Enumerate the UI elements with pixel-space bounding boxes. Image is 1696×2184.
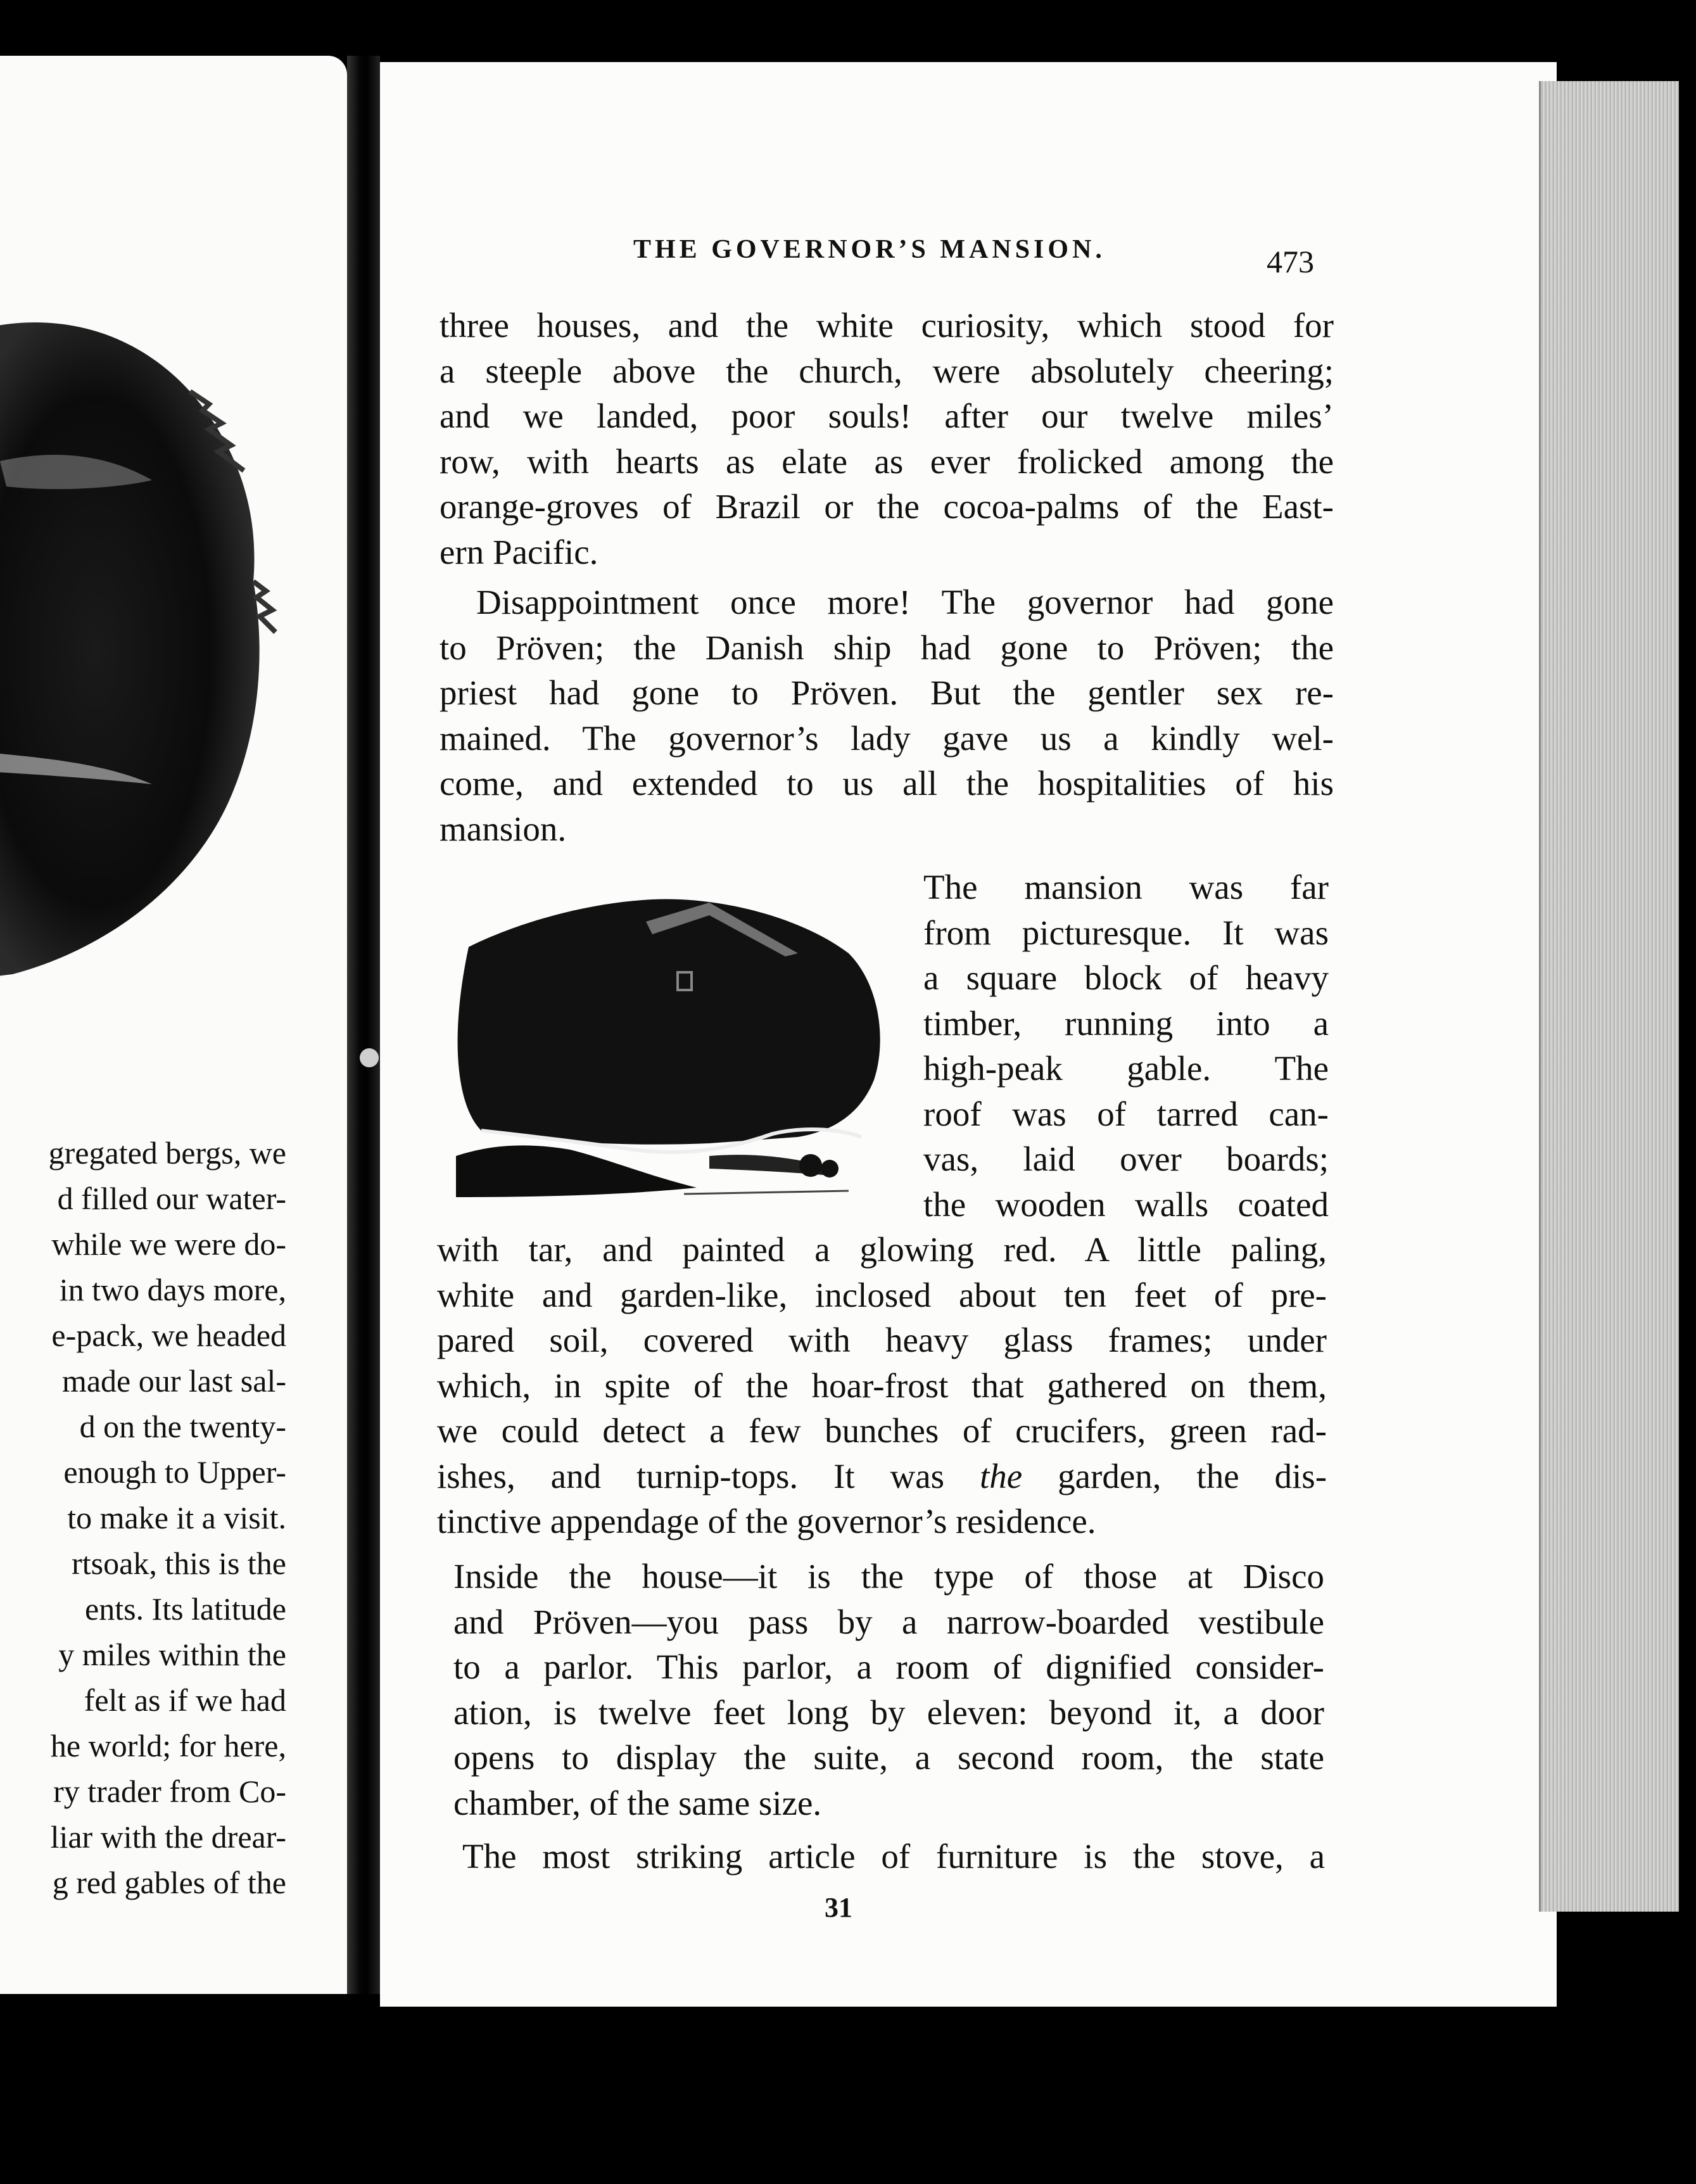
engraving-illustration-left — [0, 296, 291, 1000]
text-line: ents. Its latitude — [85, 1591, 286, 1627]
text-line: made our last sal- — [61, 1363, 286, 1399]
text-line: The most striking article of furniture is the stove, a — [462, 1837, 1325, 1876]
text-line: rtsoak, this is the — [72, 1546, 286, 1581]
text-line — [437, 1454, 1327, 1499]
text-line: white and garden-like, inclosed about ten feet of pre- — [437, 1275, 1327, 1314]
text-line: Inside the house—it is the type of those at Disco — [453, 1557, 1324, 1596]
text-line: mansion. — [440, 809, 567, 848]
text-line: d filled our water- — [57, 1181, 286, 1216]
text-line: to Pröven; the Danish ship had gone to Pröven; the — [440, 628, 1334, 667]
paragraph-5 — [462, 1834, 1325, 1879]
text-line: d on the twenty- — [79, 1409, 286, 1444]
paper-blemish — [360, 1048, 379, 1067]
text-line: and Pröven—you pass by a narrow-boarded vestibule — [453, 1602, 1324, 1641]
text-line: ern Pacific. — [440, 532, 598, 571]
book-gutter — [347, 56, 380, 1994]
text-line: priest had gone to Pröven. But the gentler sex re- — [440, 673, 1334, 712]
paragraph-2 — [440, 580, 1334, 851]
text-line: he world; for here, — [50, 1728, 286, 1763]
paragraph-3-beside-illustration — [923, 865, 1329, 1227]
text-line: which, in spite of the hoar-frost that gathered on them, — [437, 1366, 1327, 1405]
text-line: g red gables of the — [52, 1865, 286, 1900]
text-line: ation, is twelve feet long by eleven: beyond it, a door — [453, 1692, 1324, 1732]
text-line: row, with hearts as elate as ever frolicked among the — [440, 441, 1334, 481]
text-line: come, and extended to us all the hospitalities of his — [440, 764, 1334, 803]
text-line: ry trader from Co- — [53, 1774, 286, 1809]
text-line: vas, laid over boards; — [923, 1140, 1329, 1178]
text-line: Disappointment once more! The governor had gone — [476, 583, 1334, 621]
text-line: in two days more, — [59, 1272, 286, 1307]
text-line: while we were do- — [51, 1226, 286, 1262]
text-line: y miles within the — [58, 1637, 286, 1672]
text-line: gregated bergs, we — [48, 1135, 286, 1171]
italic-word: the — [979, 1456, 1023, 1495]
paragraph-4 — [453, 1554, 1324, 1825]
text-line: e-pack, we headed — [51, 1317, 286, 1353]
text-line: a steeple above the church, were absolutely cheering; — [440, 351, 1334, 390]
text-line: chamber, of the same size. — [453, 1783, 822, 1822]
text-line: to a parlor. This parlor, a room of dignified consider- — [453, 1648, 1324, 1686]
text-line: tinctive appendage of the governor’s residence. — [437, 1502, 1096, 1540]
text-line: roof was of tarred can- — [923, 1094, 1329, 1133]
page-edges — [1539, 81, 1679, 1912]
text-line: a square block of heavy — [923, 958, 1329, 997]
text-segment: ishes, and turnip-tops. It was — [437, 1456, 945, 1495]
text-line: felt as if we had — [84, 1682, 286, 1718]
signature-mark: 31 — [825, 1892, 852, 1923]
running-head: THE GOVERNOR’S MANSION. — [633, 235, 1106, 264]
text-segment: garden, the dis- — [1058, 1456, 1327, 1495]
text-line: liar with the drear- — [50, 1819, 286, 1855]
text-line: to make it a visit. — [67, 1500, 286, 1535]
text-line: orange-groves of Brazil or the cocoa-palms of the East- — [440, 487, 1334, 526]
text-line: The mansion was far — [923, 868, 1329, 906]
left-page-text — [0, 1130, 286, 1905]
text-line: pared soil, covered with heavy glass frames; under — [437, 1321, 1327, 1359]
text-line: high-peak gable. The — [923, 1049, 1329, 1088]
text-line: and we landed, poor souls! after our twelve miles’ — [440, 397, 1334, 435]
text-line: mained. The governor’s lady gave us a kindly wel- — [440, 718, 1334, 758]
text-line: timber, running into a — [923, 1003, 1329, 1043]
left-page — [0, 56, 347, 1994]
mansion-engraving-illustration — [443, 877, 899, 1207]
text-line: with tar, and painted a glowing red. A little paling, — [437, 1230, 1327, 1269]
text-line: from picturesque. It was — [923, 913, 1329, 952]
text-line: we could detect a few bunches of crucifers, green rad- — [437, 1411, 1327, 1450]
page-number: 473 — [1267, 244, 1314, 279]
paragraph-1 — [440, 303, 1334, 575]
paragraph-3-continued — [437, 1227, 1327, 1544]
text-line: enough to Upper- — [63, 1454, 286, 1490]
text-line: opens to display the suite, a second room, the state — [453, 1738, 1324, 1777]
text-line: the wooden walls coated — [923, 1184, 1329, 1224]
text-line: three houses, and the white curiosity, which stood for — [440, 306, 1334, 345]
